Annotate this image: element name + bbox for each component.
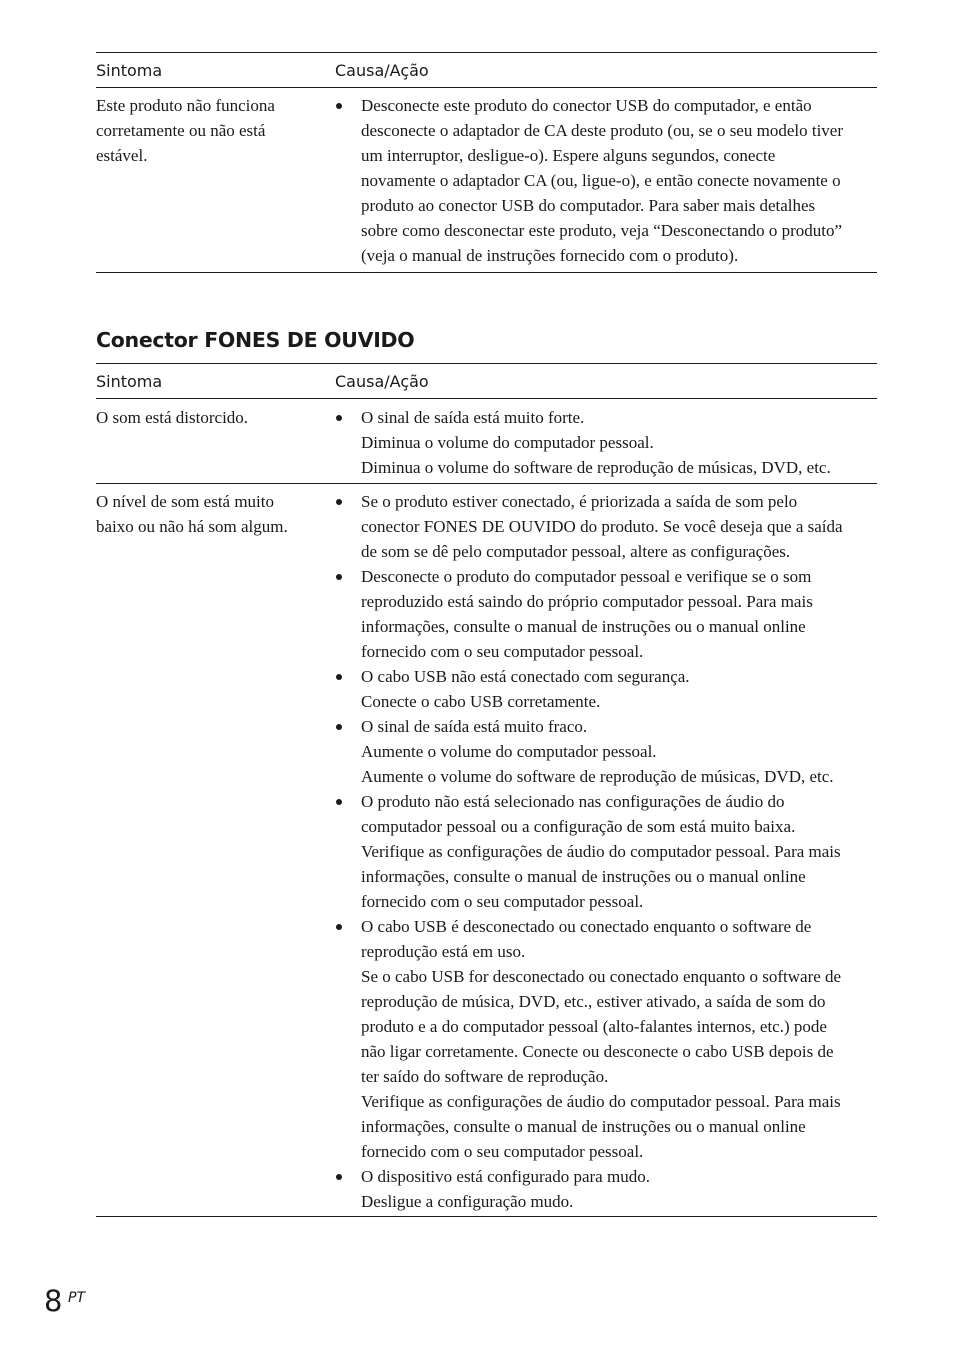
cause-line: produto e a do computador pessoal (alto-falantes internos, etc.) pode	[361, 1017, 827, 1036]
cause-line: O cabo USB não está conectado com segurança.	[361, 667, 690, 686]
cause-line: O sinal de saída está muito fraco.	[361, 717, 588, 736]
cause-line: O sinal de saída está muito forte.	[361, 408, 585, 427]
cause-line: fornecido com o seu computador pessoal.	[361, 1142, 644, 1161]
cause-line: Se o produto estiver conectado, é priorizada a saída de som pelo	[361, 492, 798, 511]
symptom-cell	[96, 489, 335, 1214]
cause-line: Desconecte o produto do computador pessoal e verifique se o som	[361, 567, 812, 586]
cause-line: (veja o manual de instruções fornecido com o produto).	[361, 246, 739, 265]
cause-item	[335, 93, 877, 268]
table-header	[96, 53, 877, 87]
cause-line: Verifique as configurações de áudio do computador pessoal. Para mais	[361, 1092, 841, 1111]
cause-item	[335, 405, 877, 480]
cause-line: reproduzido está saindo do próprio computador pessoal. Para mais	[361, 592, 813, 611]
header-cause: Causa/Ação	[335, 371, 429, 391]
cause-item	[335, 914, 877, 1164]
symptom-cell	[96, 93, 335, 268]
cause-line: conector FONES DE OUVIDO do produto. Se você deseja que a saída	[361, 517, 843, 536]
cause-item	[335, 489, 877, 564]
cause-line: desconecte o adaptador de CA deste produto (ou, se o seu modelo tiver	[361, 121, 844, 140]
cause-item	[335, 664, 877, 714]
cause-line: um interruptor, desligue-o). Espere alguns segundos, conecte	[361, 146, 776, 165]
cause-line: reprodução de música, DVD, etc., estiver ativado, a saída de som do	[361, 992, 826, 1011]
header-symptom: Sintoma	[96, 371, 163, 391]
header-symptom: Sintoma	[96, 60, 163, 80]
page-number: 8	[44, 1284, 63, 1318]
cause-line: Verifique as configurações de áudio do computador pessoal. Para mais	[361, 842, 841, 861]
table-bottom-rule	[96, 1216, 877, 1217]
cause-line: Aumente o volume do computador pessoal.	[361, 742, 657, 761]
table-row	[96, 399, 877, 483]
cause-line: ter saído do software de reprodução.	[361, 1067, 609, 1086]
table-bottom-rule	[96, 272, 877, 273]
cause-line: O produto não está selecionado nas configurações de áudio do	[361, 792, 785, 811]
cause-line: sobre como desconectar este produto, veja “Desconectando o produto”	[361, 221, 843, 240]
cause-line: informações, consulte o manual de instruções ou o manual online	[361, 617, 806, 636]
cause-line: Desligue a configuração mudo.	[361, 1192, 574, 1211]
table-row	[96, 88, 877, 272]
page-language-code: PT	[68, 1290, 85, 1306]
cause-item	[335, 789, 877, 914]
symptom-line: O som está distorcido.	[96, 408, 249, 427]
cause-line: Aumente o volume do software de reprodução de músicas, DVD, etc.	[361, 767, 834, 786]
cause-line: computador pessoal ou a configuração de som está muito baixa.	[361, 817, 796, 836]
symptom-line: corretamente ou não está	[96, 121, 266, 140]
header-cause: Causa/Ação	[335, 60, 429, 80]
cause-cell	[335, 93, 877, 268]
symptom-cell	[96, 405, 335, 480]
cause-line: Diminua o volume do software de reprodução de músicas, DVD, etc.	[361, 458, 831, 477]
cause-line: não ligar corretamente. Conecte ou desconecte o cabo USB depois de	[361, 1042, 834, 1061]
cause-line: produto ao conector USB do computador. Para saber mais detalhes	[361, 196, 816, 215]
symptom-line: baixo ou não há som algum.	[96, 517, 288, 536]
cause-cell	[335, 405, 877, 480]
cause-item	[335, 714, 877, 789]
symptom-line: estável.	[96, 146, 148, 165]
table-header	[96, 364, 877, 398]
cause-cell	[335, 489, 877, 1214]
cause-line: novamente o adaptador CA (ou, ligue-o), e então conecte novamente o	[361, 171, 841, 190]
cause-item	[335, 564, 877, 664]
cause-line: Conecte o cabo USB corretamente.	[361, 692, 601, 711]
cause-line: informações, consulte o manual de instruções ou o manual online	[361, 1117, 806, 1136]
cause-line: O dispositivo está configurado para mudo.	[361, 1167, 650, 1186]
cause-line: de som se dê pelo computador pessoal, altere as configurações.	[361, 542, 791, 561]
troubleshooting-table-headphones	[96, 363, 877, 1217]
section-title: Conector FONES DE OUVIDO	[96, 328, 415, 352]
cause-line: informações, consulte o manual de instruções ou o manual online	[361, 867, 806, 886]
troubleshooting-table-general	[96, 52, 877, 273]
cause-line: fornecido com o seu computador pessoal.	[361, 892, 644, 911]
cause-line: Diminua o volume do computador pessoal.	[361, 433, 654, 452]
cause-line: reprodução está em uso.	[361, 942, 526, 961]
cause-line: fornecido com o seu computador pessoal.	[361, 642, 644, 661]
symptom-line: O nível de som está muito	[96, 492, 275, 511]
cause-line: O cabo USB é desconectado ou conectado enquanto o software de	[361, 917, 812, 936]
table-row	[96, 484, 877, 1216]
symptom-line: Este produto não funciona	[96, 96, 275, 115]
cause-item	[335, 1164, 877, 1214]
cause-line: Desconecte este produto do conector USB do computador, e então	[361, 96, 812, 115]
cause-line: Se o cabo USB for desconectado ou conectado enquanto o software de	[361, 967, 842, 986]
